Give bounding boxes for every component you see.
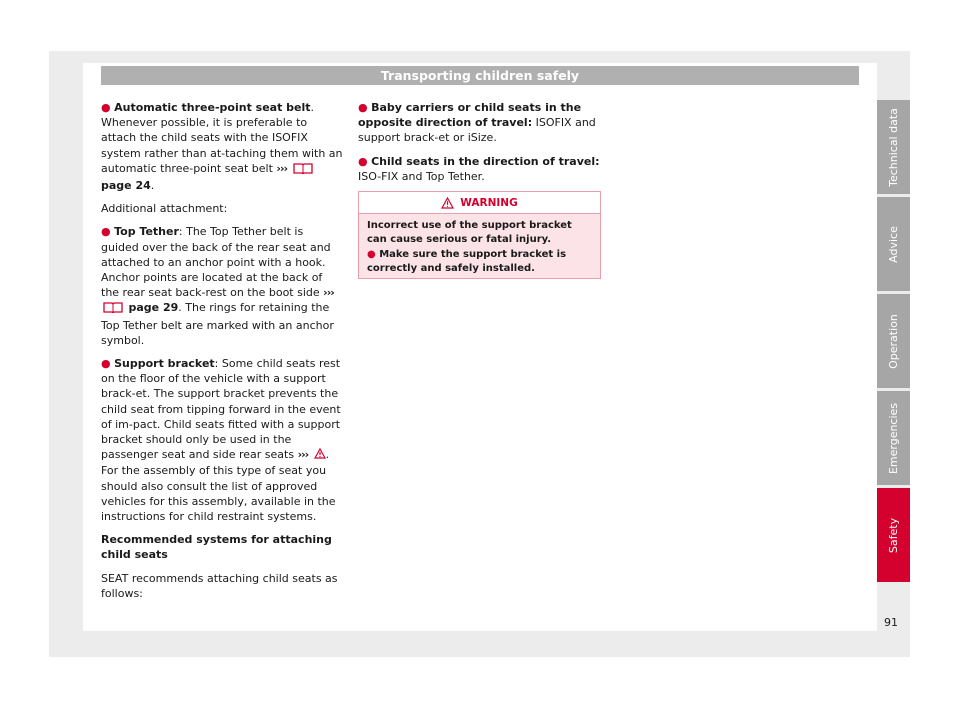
section-heading: Recommended systems for attaching child seats: [101, 533, 332, 562]
text-direction-of-travel: ISO-FIX and Top Tether.: [358, 169, 485, 183]
tab-emergencies[interactable]: [877, 391, 910, 485]
arrow-ref[interactable]: ›››: [297, 448, 309, 462]
bullet-icon: ●: [101, 357, 111, 371]
page-ref-link[interactable]: page 29: [128, 301, 179, 315]
middle-column: [358, 100, 603, 184]
bullet-icon: ●: [358, 101, 368, 114]
label-direction-of-travel: Child seats in the direction of travel:: [371, 154, 600, 168]
label-support-bracket: Support bracket: [114, 357, 215, 371]
arrow-ref[interactable]: ›››: [323, 286, 334, 300]
paragraph-three-point-belt: [101, 100, 343, 193]
tab-label: Advice: [887, 225, 901, 263]
bullet-icon: ●: [101, 225, 111, 239]
warning-line-2-text: Make sure the support bracket is correctly and safely installed.: [367, 249, 567, 274]
page-header-title: Transporting children safely: [101, 66, 859, 85]
warning-box: [358, 191, 601, 279]
tab-label: Operation: [887, 313, 900, 369]
text-support-bracket-end: . For the assembly of this type of seat you should also consult the list of approved vehicles for this assembly, available in the instructions for child restraint systems.: [101, 448, 336, 524]
text-opposite-direction: ISOFIX and support brack-et or iSize.: [358, 116, 596, 145]
tab-label: Emergencies: [887, 402, 900, 474]
book-icon: [103, 301, 123, 317]
page-number: 91: [884, 616, 898, 629]
warning-line-2: [367, 248, 592, 275]
tab-advice[interactable]: [877, 197, 910, 291]
paragraph-direction-of-travel: [358, 154, 603, 184]
warning-body: [359, 214, 600, 282]
warning-triangle-icon: [441, 197, 454, 209]
text-top-tether-end: . The rings for retaining the Top Tether belt are marked with an anchor symbol.: [101, 301, 334, 347]
warning-line-1: Incorrect use of the support bracket can cause serious or fatal injury.: [367, 220, 572, 245]
arrow-ref[interactable]: ›››: [276, 161, 288, 175]
tab-operation[interactable]: [877, 294, 910, 388]
paragraph-top-tether: [101, 224, 343, 348]
book-icon: [293, 162, 313, 178]
tab-safety[interactable]: [877, 488, 910, 582]
page-ref-link[interactable]: page 24: [101, 179, 151, 193]
warning-triangle-icon: [314, 448, 326, 463]
left-column: [101, 100, 343, 601]
additional-attachment-label: Additional attachment:: [101, 202, 228, 216]
warning-title: WARNING: [460, 196, 518, 209]
text-punct: .: [150, 179, 155, 193]
warning-header: [359, 192, 600, 214]
text-top-tether: : The Top Tether belt is guided over the back of the rear seat and attached to an anchor point with a hook. Anchor points are located at the back of the rear seat back-rest on the boot side: [101, 225, 331, 300]
label-opposite-direction: Baby carriers or child seats in the opposite direction of travel:: [358, 101, 582, 130]
label-three-point-belt: Automatic three-point seat belt: [114, 101, 311, 114]
bullet-icon: ●: [358, 154, 368, 168]
paragraph-recommends: SEAT recommends attaching child seats as follows:: [101, 571, 338, 600]
bullet-icon: ●: [101, 101, 111, 114]
text-support-bracket: : Some child seats rest on the floor of the vehicle with a support brack-et. The support bracket prevents the child seat from tipping forward in the event of im-pact. Child seats fitted with a support bracket should only be used in the passenger seat and side rear seats: [101, 357, 341, 462]
tab-technical-data[interactable]: [877, 100, 910, 194]
tab-label: Technical data: [887, 107, 901, 187]
bullet-icon: ●: [367, 249, 376, 261]
tab-label: Safety: [887, 517, 900, 553]
text-three-point-belt: . Whenever possible, it is preferable to attach the child seats with the ISOFIX system rather than at-taching them with an automatic three-point seat belt: [101, 101, 343, 175]
label-top-tether: Top Tether: [114, 225, 179, 239]
paragraph-opposite-direction: [358, 100, 603, 146]
paragraph-support-bracket: [101, 356, 343, 524]
